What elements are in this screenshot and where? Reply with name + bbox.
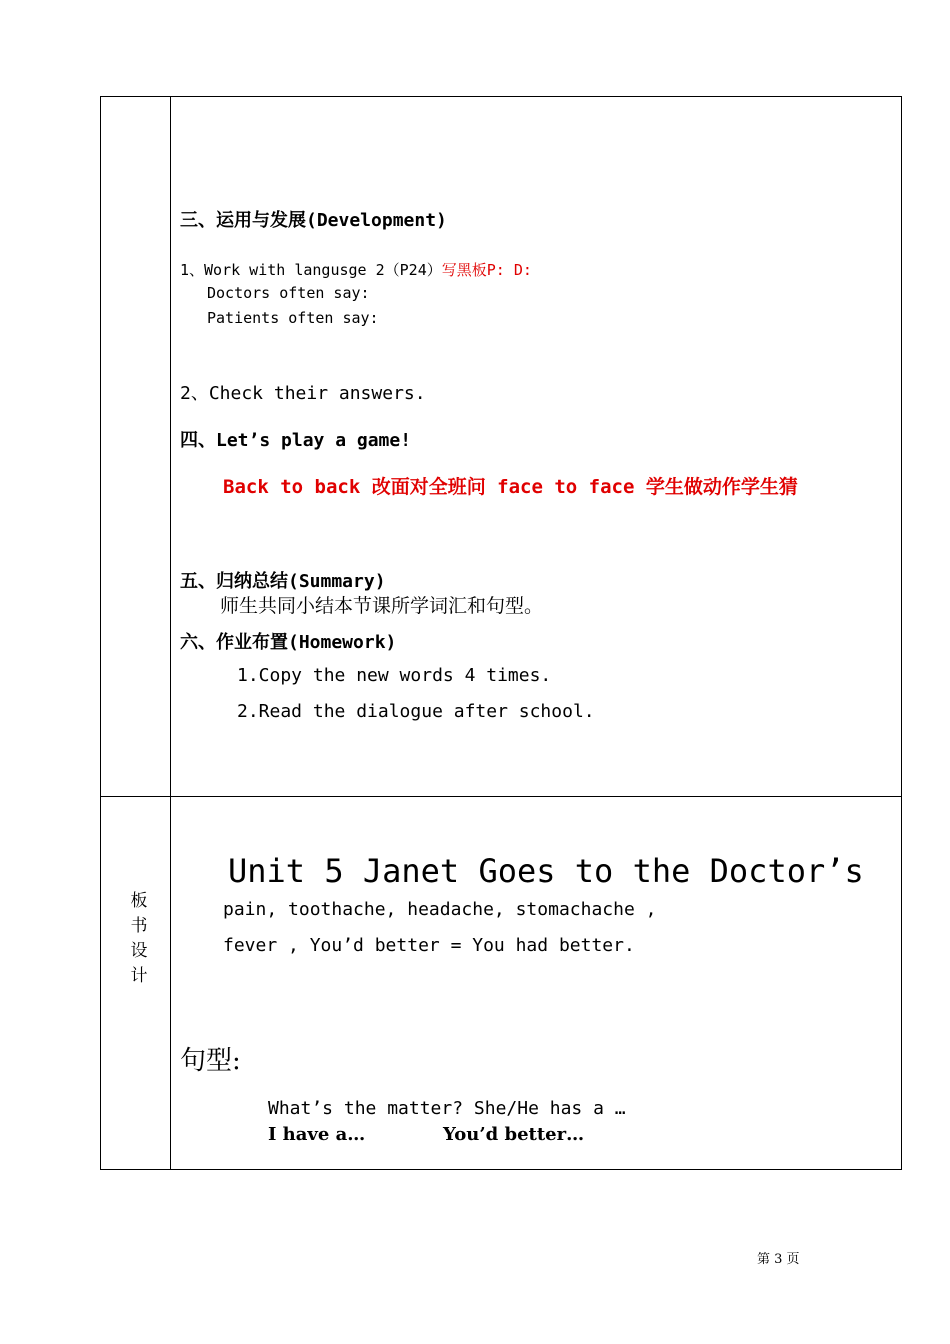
column-divider <box>170 97 171 1169</box>
board-design-label <box>129 889 149 989</box>
step1-label: 1、Work with langusge 2（P24） <box>180 261 442 279</box>
vocab-line: pain, toothache, headache, stomachache , <box>223 899 657 920</box>
side-label-char: 设 <box>130 941 148 961</box>
doctors-say-line: Doctors often say: <box>207 284 370 302</box>
game-instruction: Back to back 改面对全班问 face to face 学生做动作学生猜 <box>223 476 798 498</box>
development-step1 <box>180 259 532 280</box>
step1-note: 写黑板P: D: <box>441 261 532 279</box>
pattern-label: 句型: <box>180 1046 241 1076</box>
vocab-line: fever , You’d better = You had better. <box>223 935 635 956</box>
pattern-line: I have a… <box>268 1124 366 1145</box>
game-heading: 四、Let’s play a game! <box>180 430 412 451</box>
homework-heading: 六、作业布置(Homework) <box>180 632 397 653</box>
pattern-line: What’s the matter? She/He has a … <box>268 1098 626 1119</box>
summary-heading: 五、归纳总结(Summary) <box>180 571 386 592</box>
homework-item: 2.Read the dialogue after school. <box>237 701 595 722</box>
patients-say-line: Patients often say: <box>207 309 379 327</box>
page-number: 第 3 页 <box>757 1252 800 1267</box>
side-label-char: 板 <box>130 891 148 911</box>
development-heading: 三、运用与发展(Development) <box>180 210 447 231</box>
summary-text: 师生共同小结本节课所学词汇和句型。 <box>220 595 544 617</box>
row-divider <box>101 796 901 797</box>
board-title: Unit 5 Janet Goes to the Doctor’s <box>228 852 864 890</box>
side-label-char: 计 <box>130 966 148 986</box>
homework-item: 1.Copy the new words 4 times. <box>237 665 552 686</box>
pattern-line: You’d better… <box>443 1124 585 1145</box>
side-label-char: 书 <box>130 916 148 936</box>
development-step2: 2、Check their answers. <box>180 383 426 404</box>
